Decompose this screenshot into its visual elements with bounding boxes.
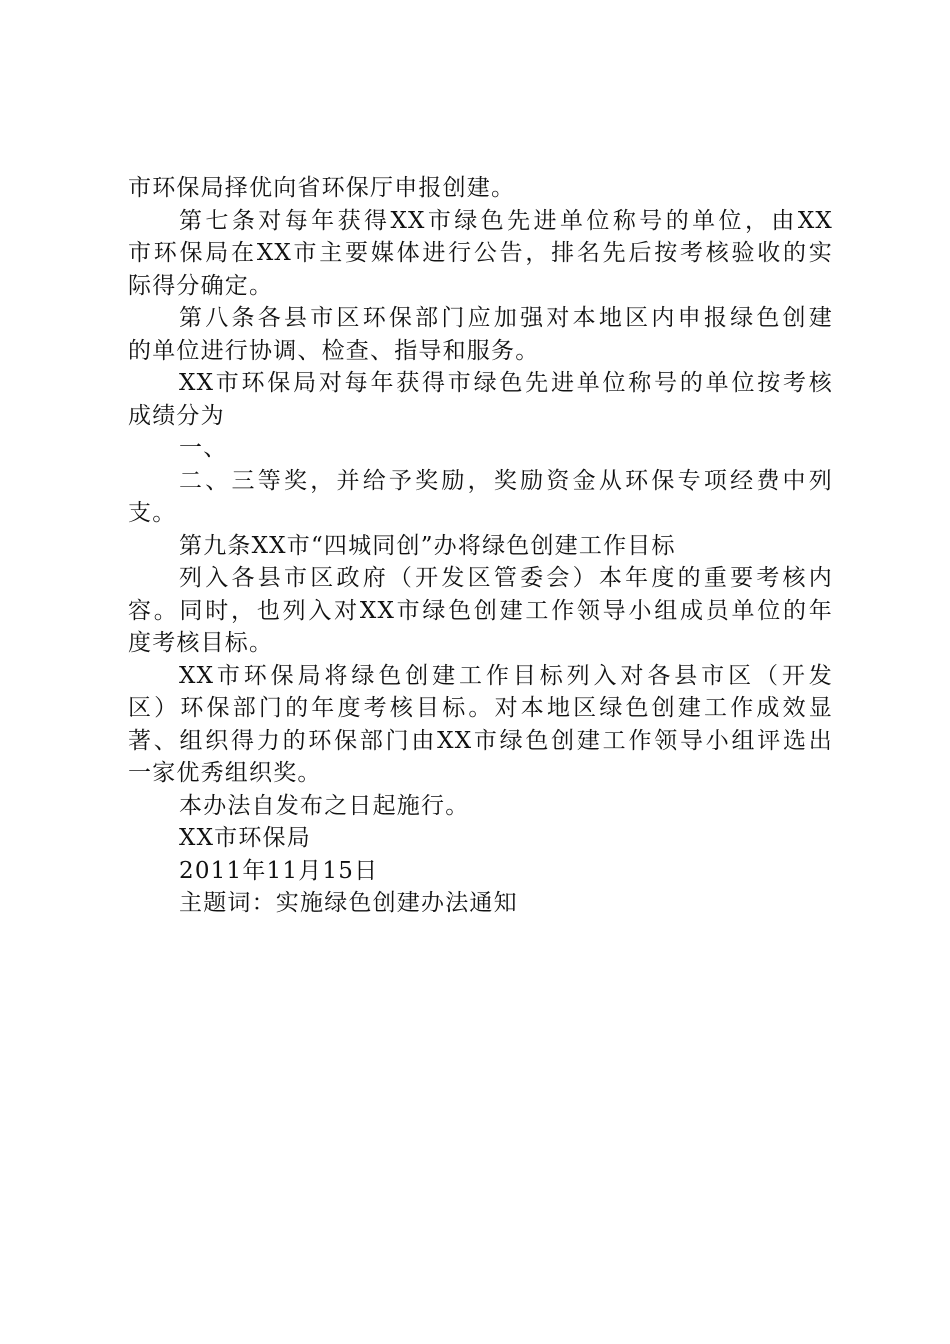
body-line: 成绩分为 <box>128 402 225 429</box>
subject-keywords: 主题词：实施绿色创建办法通知 <box>179 890 518 916</box>
body-line: 度考核目标。 <box>128 630 274 656</box>
body-line: 著、组织得力的环保部门由XX市绿色创建工作领导小组评选出 <box>128 727 833 754</box>
article-7-line: 第七条对每年获得XX市绿色先进单位称号的单位，由XX <box>179 207 833 234</box>
body-line: XX市环保局对每年获得市绿色先进单位称号的单位按考核 <box>179 370 833 396</box>
issuer-name: XX市环保局 <box>179 825 311 851</box>
document-body <box>128 172 833 920</box>
body-line: 市环保局在XX市主要媒体进行公告，排名先后按考核验收的实 <box>128 240 833 266</box>
body-line: 二、三等奖，并给予奖励，奖励资金从环保专项经费中列 <box>179 467 833 494</box>
body-line: 际得分确定。 <box>128 272 274 299</box>
article-9-line: 第九条XX市“四城同创”办将绿色创建工作目标 <box>179 532 676 559</box>
body-line: 区）环保部门的年度考核目标。对本地区绿色创建工作成效显 <box>128 695 833 721</box>
body-line: 一、 <box>179 435 228 461</box>
body-line: 支。 <box>128 500 177 526</box>
body-line: 市环保局择优向省环保厅申报创建。 <box>128 175 516 201</box>
body-line: 的单位进行协调、检查、指导和服务。 <box>128 337 540 364</box>
body-line: XX市环保局将绿色创建工作目标列入对各县市区（开发 <box>179 662 833 689</box>
issue-date: 2011年11月15日 <box>179 857 379 884</box>
body-line: 列入各县市区政府（开发区管委会）本年度的重要考核内 <box>179 565 833 591</box>
effective-date-statement: 本办法自发布之日起施行。 <box>179 792 470 819</box>
body-line: 容。同时，也列入对XX市绿色创建工作领导小组成员单位的年 <box>128 597 833 624</box>
article-8-line: 第八条各县市区环保部门应加强对本地区内申报绿色创建 <box>179 305 833 331</box>
body-line: 一家优秀组织奖。 <box>128 760 322 786</box>
